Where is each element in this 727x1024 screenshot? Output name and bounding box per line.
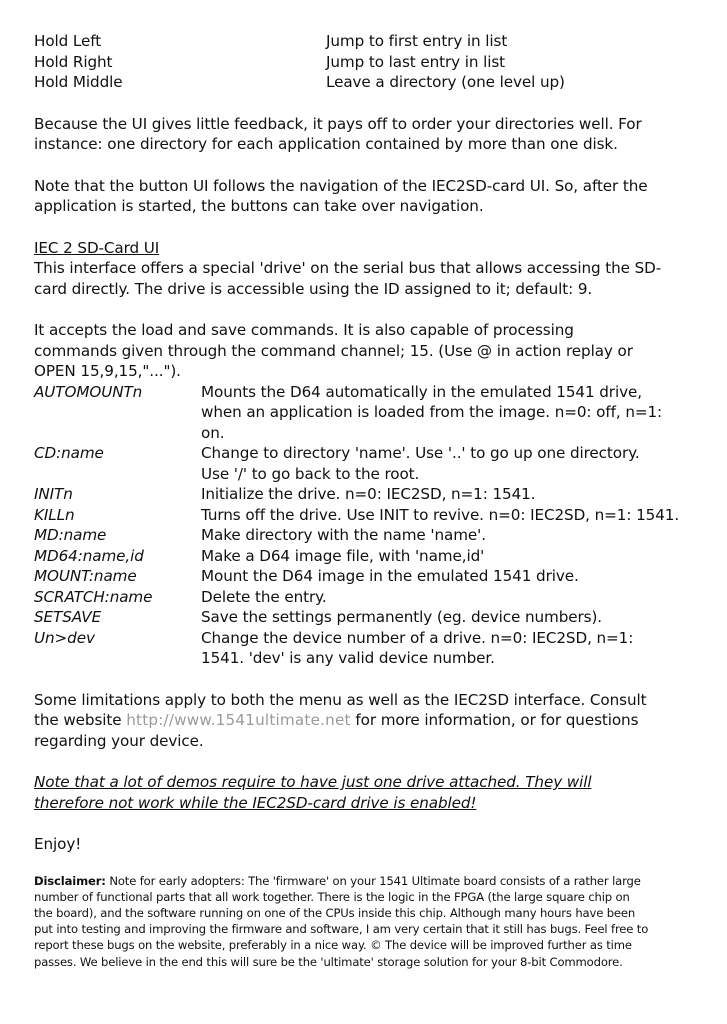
text-line: number of functional parts that all work together. There is the logic in the FPGA (the large square chip on — [34, 889, 630, 904]
command-key: KILLn — [34, 505, 75, 524]
nav-key: Hold Right — [34, 52, 113, 71]
text-line: the board), and the software running on one of the CPUs inside this chip. Although many hours have been — [34, 905, 636, 920]
text-line: Some limitations apply to both the menu as well as the IEC2SD interface. Consult — [34, 690, 647, 709]
command-desc: Mount the D64 image in the emulated 1541 drive. — [201, 567, 579, 585]
text-line — [34, 873, 694, 889]
text-line: Note that a lot of demos require to have just one drive attached. They will — [34, 773, 592, 791]
command-row — [34, 546, 694, 567]
text-line: therefore not work while the IEC2SD-card drive is enabled! — [34, 793, 477, 812]
disclaimer — [34, 873, 694, 970]
feedback-paragraph — [34, 114, 694, 155]
navigation-table — [34, 31, 694, 93]
text-line: card directly. The drive is accessible using the ID assigned to it; default: 9. — [34, 279, 593, 298]
text-line: passes. We believe in the end this will sure be the 'ultimate' storage solution for your 8-bit Commodore. — [34, 954, 623, 969]
command-desc: Use '/' to go back to the root. — [201, 464, 420, 483]
command-desc: Make directory with the name 'name'. — [201, 526, 486, 544]
command-desc: Save the settings permanently (eg. device numbers). — [201, 608, 603, 626]
command-key: Un>dev — [34, 628, 95, 647]
command-table — [34, 382, 694, 669]
command-desc: when an application is loaded from the image. n=0: off, n=1: — [201, 403, 663, 421]
nav-row — [34, 72, 694, 93]
enjoy-text: Enjoy! — [34, 835, 82, 853]
text-segment: Note for early adopters: The 'firmware' on your 1541 Ultimate board consists of a rather large — [105, 873, 641, 888]
website-link[interactable]: http://www.1541ultimate.net — [126, 711, 351, 729]
command-key: MOUNT:name — [34, 567, 137, 585]
text-segment: for more information, or for questions — [350, 711, 639, 729]
command-key: SETSAVE — [34, 608, 102, 626]
disclaimer-label: Disclaimer: — [34, 873, 106, 888]
command-row — [34, 628, 694, 669]
command-key: MD:name — [34, 526, 107, 544]
text-line: instance: one directory for each application contained by more than one disk. — [34, 135, 618, 153]
text-line: regarding your device. — [34, 731, 204, 750]
command-key: INITn — [34, 485, 73, 503]
command-row — [34, 607, 694, 628]
command-desc: Turns off the drive. Use INIT to revive. n=0: IEC2SD, n=1: 1541. — [201, 505, 680, 524]
command-key: SCRATCH:name — [34, 587, 153, 606]
text-line: OPEN 15,9,15,"..."). — [34, 362, 181, 380]
command-desc: Make a D64 image file, with 'name,id' — [201, 546, 485, 565]
text-line — [34, 710, 694, 731]
warning-note — [34, 772, 694, 813]
nav-row — [34, 31, 694, 52]
nav-key: Hold Left — [34, 32, 102, 50]
text-line: application is started, the buttons can take over navigation. — [34, 197, 484, 215]
command-row — [34, 443, 694, 484]
text-line: It accepts the load and save commands. It is also capable of processing — [34, 321, 574, 339]
command-row — [34, 525, 694, 546]
interface-paragraph — [34, 258, 694, 299]
command-desc: Change the device number of a drive. n=0: IEC2SD, n=1: — [201, 628, 634, 647]
command-key: MD64:name,id — [34, 546, 144, 565]
limitations-paragraph — [34, 690, 694, 752]
nav-action: Leave a directory (one level up) — [326, 73, 565, 91]
text-line: put into testing and improving the firmware and software, I am very certain that it still has bugs. Feel free to — [34, 922, 649, 937]
text-line: Note that the button UI follows the navigation of the IEC2SD-card UI. So, after the — [34, 176, 648, 195]
command-key: CD:name — [34, 444, 104, 462]
button-ui-paragraph — [34, 176, 694, 217]
command-desc: Initialize the drive. n=0: IEC2SD, n=1: 1541. — [201, 485, 536, 503]
command-desc: on. — [201, 423, 225, 442]
commands-paragraph — [34, 320, 694, 382]
command-row — [34, 566, 694, 587]
command-row — [34, 505, 694, 526]
command-row — [34, 587, 694, 608]
text-line: This interface offers a special 'drive' on the serial bus that allows accessing the SD- — [34, 259, 662, 277]
command-desc: 1541. 'dev' is any valid device number. — [201, 649, 495, 667]
text-line: commands given through the command channel; 15. (Use @ in action replay or — [34, 341, 633, 360]
nav-action: Jump to last entry in list — [326, 52, 506, 71]
nav-action: Jump to first entry in list — [326, 32, 508, 50]
text-line: Because the UI gives little feedback, it pays off to order your directories well. For — [34, 114, 642, 133]
nav-key: Hold Middle — [34, 73, 123, 91]
command-desc: Delete the entry. — [201, 587, 327, 606]
text-line: report these bugs on the website, preferably in a nice way. © The device will be improved further as time — [34, 938, 632, 953]
command-desc: Mounts the D64 automatically in the emulated 1541 drive, — [201, 382, 642, 401]
command-row — [34, 484, 694, 505]
document-page — [34, 31, 694, 970]
command-key: AUTOMOUNTn — [34, 382, 143, 401]
text-segment: the website — [34, 711, 127, 729]
section-title: IEC 2 SD-Card UI — [34, 238, 160, 257]
command-row — [34, 382, 694, 444]
command-desc: Change to directory 'name'. Use '..' to go up one directory. — [201, 444, 640, 462]
nav-row — [34, 52, 694, 73]
